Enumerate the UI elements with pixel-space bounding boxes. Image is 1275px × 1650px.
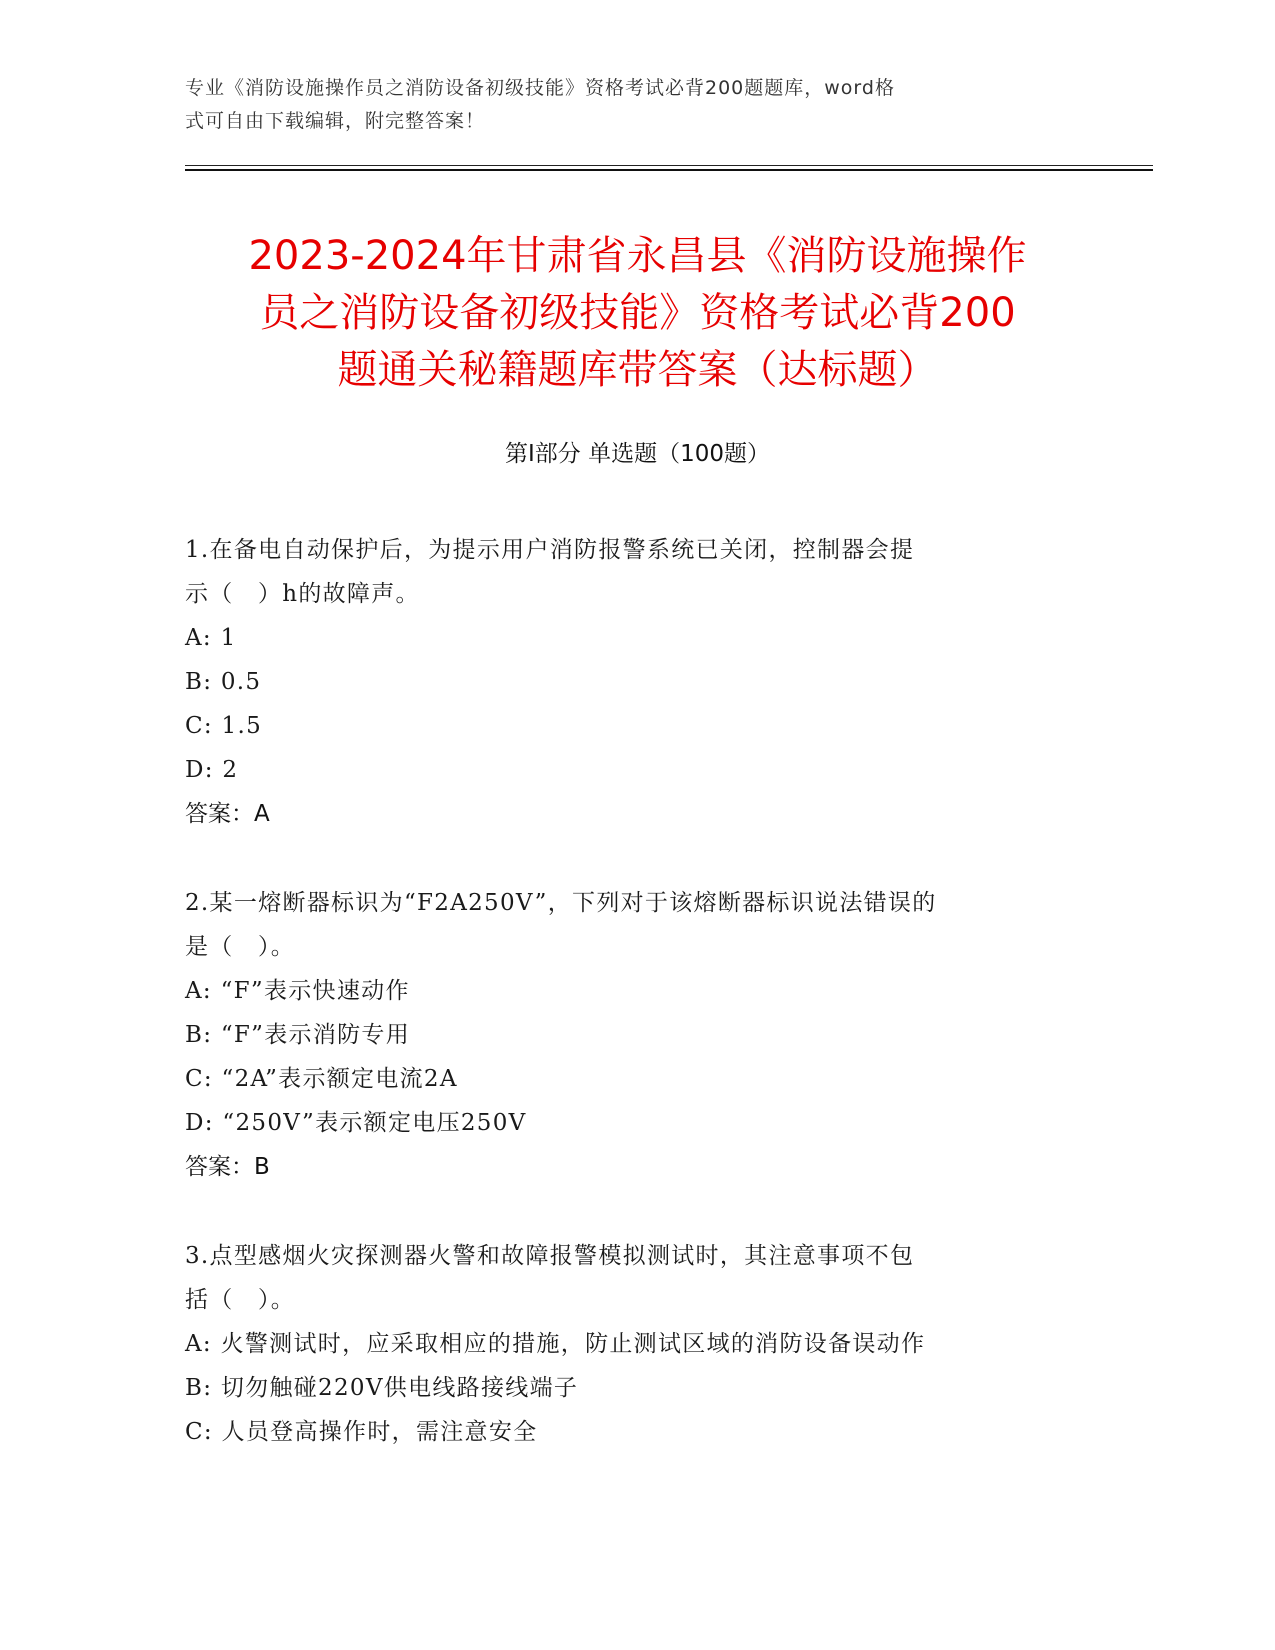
option-a: A: “F”表示快速动作	[185, 978, 410, 1004]
question-stem	[185, 881, 1085, 969]
option-d: D: 2	[185, 757, 239, 783]
question-stem-line: 2.某一熔断器标识为“F2A250V”，下列对于该熔断器标识说法错误的	[185, 890, 937, 916]
option-b: B: 0.5	[185, 669, 262, 695]
answer: 答案：B	[185, 1154, 270, 1180]
question-stem-line: 括（ ）。	[185, 1287, 295, 1313]
document-title-line: 员之消防设备初级技能》资格考试必背200	[259, 290, 1016, 336]
header-divider-thin	[185, 165, 1153, 166]
question-stem-line: 3.点型感烟火灾探测器火警和故障报警模拟测试时，其注意事项不包	[185, 1243, 915, 1269]
section-title: 第Ⅰ部分 单选题（100题）	[505, 441, 770, 467]
question-item	[185, 881, 1085, 1189]
question-stem-line: 1.在备电自动保护后，为提示用户消防报警系统已关闭，控制器会提	[185, 537, 915, 563]
answer: 答案：A	[185, 801, 270, 827]
option-a: A: 1	[185, 625, 237, 651]
question-stem	[185, 1234, 1085, 1322]
header-note-line: 专业《消防设施操作员之消防设备初级技能》资格考试必背200题题库，word格	[185, 77, 895, 99]
question-item	[185, 528, 1085, 836]
question-stem	[185, 528, 1085, 616]
option-b: B: “F”表示消防专用	[185, 1022, 411, 1048]
option-b: B: 切勿触碰220V供电线路接线端子	[185, 1375, 579, 1401]
option-c: C: “2A”表示额定电流2A	[185, 1066, 458, 1092]
header-divider-thick	[185, 169, 1153, 171]
question-item	[185, 1234, 1085, 1454]
document-title-line: 2023-2024年甘肃省永昌县《消防设施操作	[248, 233, 1027, 279]
document-title	[175, 228, 1100, 399]
option-c: C: 1.5	[185, 713, 263, 739]
header-note-line: 式可自由下载编辑，附完整答案！	[185, 110, 486, 132]
question-stem-line: 示（ ）h的故障声。	[185, 581, 420, 607]
question-list	[185, 528, 1085, 1499]
header-note	[185, 72, 1065, 138]
option-c: C: 人员登高操作时，需注意安全	[185, 1419, 538, 1445]
question-stem-line: 是（ ）。	[185, 934, 295, 960]
document-title-line: 题通关秘籍题库带答案（达标题）	[337, 347, 938, 393]
option-a: A: 火警测试时，应采取相应的措施，防止测试区域的消防设备误动作	[185, 1331, 926, 1357]
option-d: D: “250V”表示额定电压250V	[185, 1110, 527, 1136]
